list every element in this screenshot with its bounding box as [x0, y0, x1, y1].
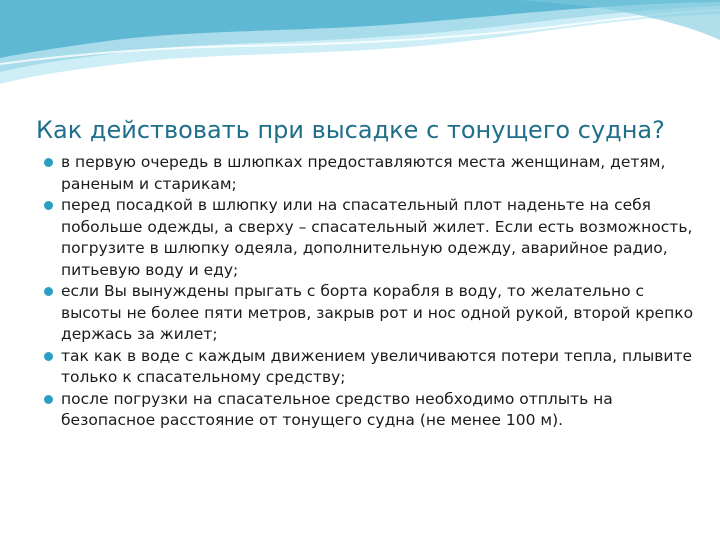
bullet-text: после погрузки на спасательное средство необходимо отплыть на безопасное расстояние от тонущего судна (не менее 100 м). — [61, 389, 613, 429]
bullet-text: в первую очередь в шлюпках предоставляются места женщинам, детям, раненым и старикам; — [61, 153, 666, 193]
bullet-text: если Вы вынуждены прыгать с борта корабля в воду, то желательно с высоты не более пяти метров, закрыв рот и нос одной рукой, второй крепко держась за жилет; — [61, 282, 694, 343]
bullet-dot-icon — [44, 158, 53, 167]
slide-title: Как действовать при высадке с тонущего судна? — [36, 116, 665, 144]
bullet-dot-icon — [44, 395, 53, 404]
bullet-dot-icon — [44, 287, 53, 296]
bullet-item — [44, 346, 694, 389]
bullet-text: перед посадкой в шлюпку или на спасательный плот наденьте на себя побольше одежды, а сверху – спасательный жилет. Если есть возможность, погрузите в шлюпку одеяла, дополнительную одежду, аварийное радио, питьевую воду и еду; — [61, 196, 693, 279]
bullet-item — [44, 281, 694, 346]
bullet-item — [44, 389, 694, 432]
bullet-item — [44, 195, 694, 281]
bullet-list — [44, 152, 694, 432]
wave-decoration — [0, 0, 720, 100]
bullet-dot-icon — [44, 352, 53, 361]
bullet-dot-icon — [44, 201, 53, 210]
bullet-item — [44, 152, 694, 195]
bullet-text: так как в воде с каждым движением увеличиваются потери тепла, плывите только к спасательному средству; — [61, 346, 693, 386]
